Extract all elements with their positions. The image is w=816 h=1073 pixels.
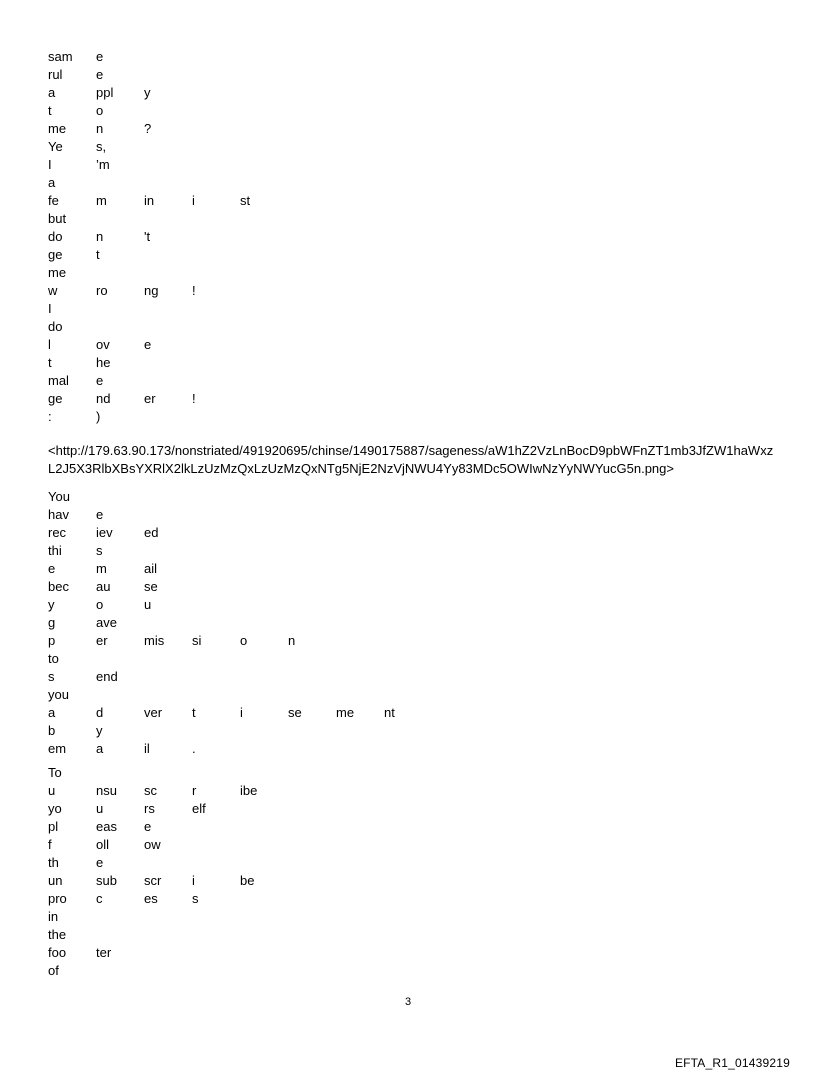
text-cell: be: [240, 873, 255, 888]
text-cell: end: [96, 669, 118, 684]
text-cell: hav: [48, 507, 69, 522]
text-cell: n: [288, 633, 296, 648]
text-cell: do: [48, 319, 63, 334]
text-cell: To: [48, 765, 62, 780]
text-cell: ow: [144, 837, 161, 852]
text-cell: er: [144, 391, 156, 406]
text-cell: r: [192, 783, 197, 798]
text-cell: but: [48, 211, 67, 226]
text-cell: sc: [144, 783, 157, 798]
text-cell: y: [144, 85, 151, 100]
text-cell: e: [96, 855, 104, 870]
text-cell: o: [96, 597, 104, 612]
text-cell: t: [96, 247, 100, 262]
text-cell: you: [48, 687, 69, 702]
text-cell: e: [144, 819, 152, 834]
text-cell: y: [96, 723, 103, 738]
text-cell: sub: [96, 873, 117, 888]
text-cell: ge: [48, 247, 63, 262]
text-cell: elf: [192, 801, 206, 816]
text-cell: m: [96, 561, 107, 576]
text-cell: ter: [96, 945, 112, 960]
text-cell: e: [96, 507, 104, 522]
text-cell: s: [48, 669, 55, 684]
text-cell: o: [240, 633, 248, 648]
text-cell: rs: [144, 801, 155, 816]
text-cell: s,: [96, 139, 107, 154]
text-cell: me: [48, 121, 67, 136]
text-cell: ov: [96, 337, 110, 352]
text-cell: !: [192, 391, 196, 406]
text-cell: eas: [96, 819, 117, 834]
text-cell: me: [336, 705, 355, 720]
text-cell: t: [48, 355, 52, 370]
text-cell: e: [96, 67, 104, 82]
text-cell: s: [96, 543, 103, 558]
page-number: 3: [404, 996, 412, 1008]
text-cell: mal: [48, 373, 69, 388]
text-cell: foo: [48, 945, 67, 960]
text-cell: I: [48, 157, 52, 172]
text-cell: b: [48, 723, 56, 738]
text-cell: bec: [48, 579, 69, 594]
text-cell: Ye: [48, 139, 63, 154]
text-cell: n: [96, 229, 104, 244]
text-cell: s: [192, 891, 199, 906]
text-cell: g: [48, 615, 56, 630]
text-cell: oll: [96, 837, 110, 852]
text-cell: n: [96, 121, 104, 136]
text-cell: 't: [144, 229, 151, 244]
text-cell: st: [240, 193, 251, 208]
text-cell: rul: [48, 67, 63, 82]
text-cell: .: [192, 741, 196, 756]
text-cell: e: [48, 561, 56, 576]
text-cell: d: [96, 705, 104, 720]
text-cell: ed: [144, 525, 159, 540]
document-id: EFTA_R1_01439219: [674, 1056, 790, 1070]
text-cell: fe: [48, 193, 59, 208]
text-cell: se: [288, 705, 302, 720]
text-cell: :: [48, 409, 52, 424]
text-cell: ave: [96, 615, 117, 630]
text-cell: m: [96, 193, 107, 208]
text-cell: l: [48, 337, 51, 352]
text-cell: pro: [48, 891, 67, 906]
text-cell: t: [192, 705, 196, 720]
text-cell: i: [192, 193, 195, 208]
text-cell: ail: [144, 561, 158, 576]
text-cell: ’m: [96, 157, 110, 172]
text-cell: c: [96, 891, 103, 906]
text-cell: y: [48, 597, 55, 612]
text-cell: em: [48, 741, 67, 756]
text-cell: sam: [48, 49, 73, 64]
text-cell: ro: [96, 283, 108, 298]
image-url-link[interactable]: <http://179.63.90.173/nonstriated/491920695/chinse/1490175887/sageness/aW1hZ2VzLnBocD9pbWFnZT1mb3JfZW1haWxzL2J5X3RlbXBsYXRlX2lkLzUzMzQxLzUzMzQxNTg5NjE2NzVjNWU4Yy83MDc5OWIwNzYyNWYucG5n.png>: [48, 443, 774, 476]
text-cell: ): [96, 409, 101, 424]
text-cell: a: [48, 705, 56, 720]
text-cell: e: [96, 49, 104, 64]
text-cell: u: [144, 597, 152, 612]
text-cell: mis: [144, 633, 165, 648]
text-cell: e: [144, 337, 152, 352]
text-cell: in: [144, 193, 155, 208]
text-cell: to: [48, 651, 59, 666]
text-cell: nsu: [96, 783, 117, 798]
text-cell: yo: [48, 801, 62, 816]
text-cell: ver: [144, 705, 163, 720]
text-cell: f: [48, 837, 52, 852]
text-cell: un: [48, 873, 63, 888]
text-cell: me: [48, 265, 67, 280]
text-cell: nd: [96, 391, 111, 406]
text-cell: t: [48, 103, 52, 118]
text-cell: pl: [48, 819, 59, 834]
text-cell: he: [96, 355, 111, 370]
text-cell: a: [48, 85, 56, 100]
text-cell: thi: [48, 543, 62, 558]
text-cell: the: [48, 927, 67, 942]
text-cell: th: [48, 855, 59, 870]
text-cell: i: [192, 873, 195, 888]
text-cell: a: [48, 175, 56, 190]
text-cell: se: [144, 579, 158, 594]
text-cell: You: [48, 489, 70, 504]
text-cell: iev: [96, 525, 113, 540]
text-cell: si: [192, 633, 202, 648]
text-cell: o: [96, 103, 104, 118]
text-cell: il: [144, 741, 150, 756]
text-cell: in: [48, 909, 59, 924]
text-cell: ppl: [96, 85, 114, 100]
text-cell: u: [96, 801, 104, 816]
text-cell: !: [192, 283, 196, 298]
text-cell: e: [96, 373, 104, 388]
text-cell: es: [144, 891, 158, 906]
text-cell: rec: [48, 525, 67, 540]
text-cell: u: [48, 783, 56, 798]
text-cell: w: [48, 283, 58, 298]
text-cell: ?: [144, 121, 152, 136]
text-cell: nt: [384, 705, 395, 720]
text-cell: scr: [144, 873, 162, 888]
text-cell: of: [48, 963, 59, 978]
text-cell: p: [48, 633, 56, 648]
text-cell: er: [96, 633, 108, 648]
text-cell: I: [48, 301, 52, 316]
text-cell: ng: [144, 283, 159, 298]
text-cell: do: [48, 229, 63, 244]
text-cell: ibe: [240, 783, 258, 798]
text-cell: a: [96, 741, 104, 756]
text-cell: ge: [48, 391, 63, 406]
text-cell: i: [240, 705, 243, 720]
text-cell: au: [96, 579, 111, 594]
